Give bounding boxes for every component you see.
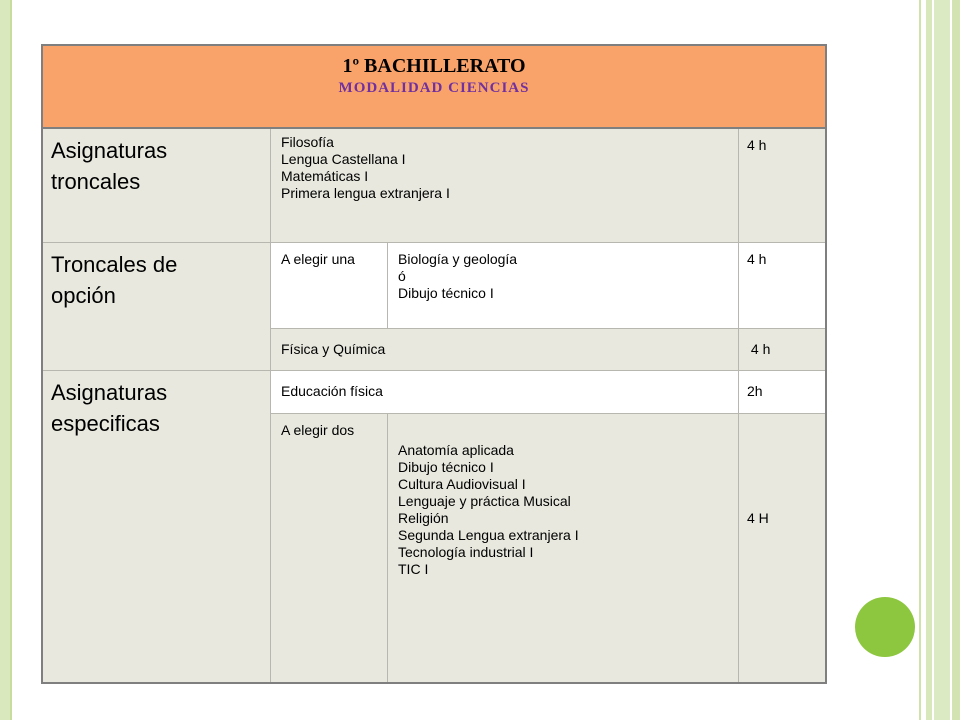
- especificas-subject-hours: 2h: [739, 371, 825, 414]
- option-item: Lenguaje y práctica Musical: [398, 493, 571, 509]
- troncales-opcion-choose: A elegir una: [271, 243, 388, 329]
- label-line: Asignaturas: [51, 380, 168, 405]
- fixed-subject: Física y Química: [271, 329, 739, 371]
- row-label-troncales: [43, 129, 271, 243]
- option-item: ó: [398, 268, 406, 284]
- decorative-stripe: [926, 0, 932, 720]
- fixed-subject-hours: 4 h: [739, 329, 825, 371]
- troncales-hours: 4 h: [739, 129, 825, 243]
- row-label-especificas: [43, 371, 271, 682]
- decorative-stripe: [934, 0, 950, 720]
- option-item: Anatomía aplicada: [398, 442, 514, 458]
- troncales-subjects: [271, 129, 739, 243]
- option-item: TIC I: [398, 561, 429, 577]
- table-header: [43, 46, 825, 129]
- decorative-stripe: [919, 0, 921, 720]
- subject-item: Filosofía: [281, 134, 334, 150]
- subjects-table: [41, 44, 827, 684]
- option-item: Biología y geología: [398, 251, 518, 267]
- troncales-opcion-hours: 4 h: [739, 243, 825, 329]
- label-line: especificas: [51, 411, 160, 436]
- header-title: 1º BACHILLERATO: [342, 55, 526, 77]
- slide-left-border: [0, 0, 12, 720]
- option-item: Religión: [398, 510, 449, 526]
- option-item: Dibujo técnico I: [398, 459, 494, 475]
- row-label-troncales-opcion: [43, 243, 271, 371]
- green-circle-decoration: [855, 597, 915, 657]
- label-line: Troncales de: [51, 252, 178, 277]
- especificas-options-hours: 4 H: [739, 414, 825, 682]
- header-subtitle: MODALIDAD CIENCIAS: [338, 80, 530, 96]
- subject-item: Lengua Castellana I: [281, 151, 406, 167]
- option-item: Cultura Audiovisual I: [398, 476, 526, 492]
- option-item: Segunda Lengua extranjera I: [398, 527, 579, 543]
- option-item: Dibujo técnico I: [398, 285, 494, 301]
- option-item: Tecnología industrial I: [398, 544, 534, 560]
- decorative-stripe: [952, 0, 960, 720]
- label-line: opción: [51, 283, 116, 308]
- especificas-subject: Educación física: [271, 371, 739, 414]
- subject-item: Matemáticas I: [281, 168, 369, 184]
- especificas-choose: A elegir dos: [271, 414, 388, 682]
- subject-item: Primera lengua extranjera I: [281, 185, 450, 201]
- especificas-options: [388, 414, 739, 682]
- troncales-opcion-options: [388, 243, 739, 329]
- label-line: Asignaturas: [51, 138, 168, 163]
- label-line: troncales: [51, 169, 141, 194]
